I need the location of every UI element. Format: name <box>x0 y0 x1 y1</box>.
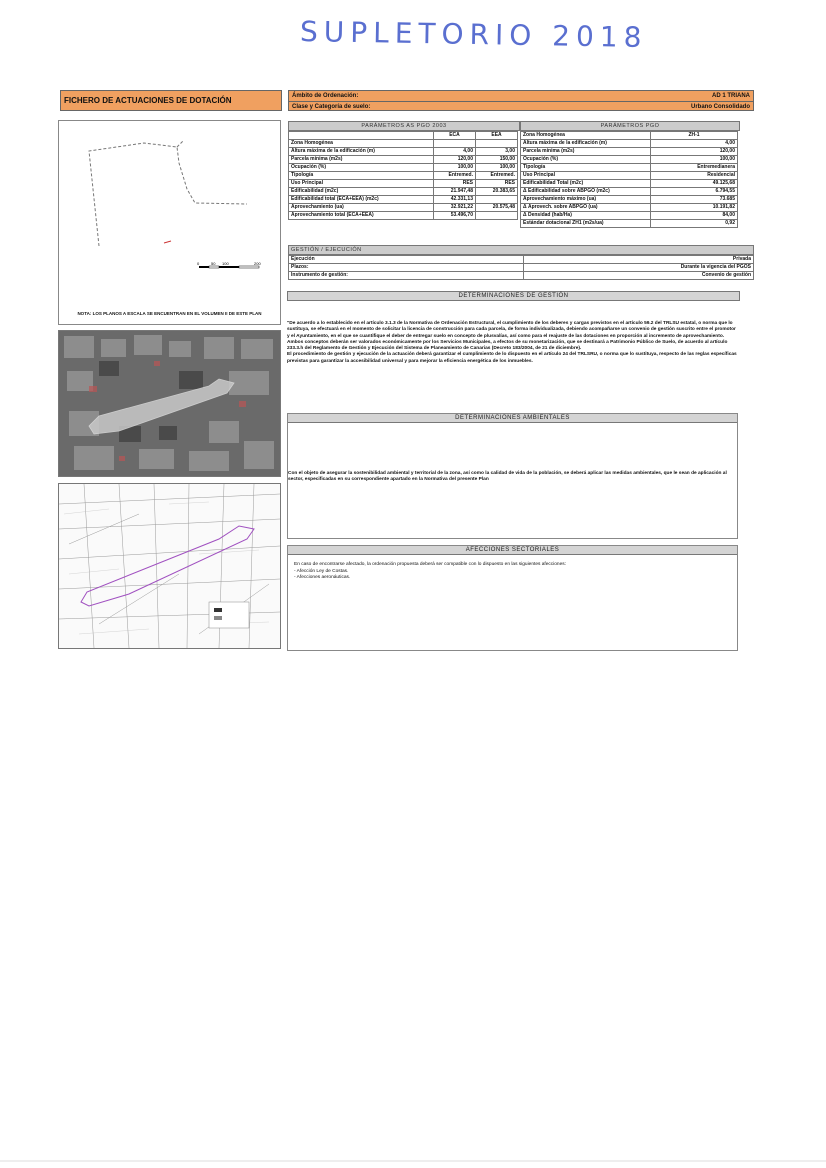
param-value: 4,00 <box>651 140 738 148</box>
gestion-value: Privada <box>524 256 754 264</box>
legend-box <box>209 602 249 628</box>
param-value-eea <box>476 140 518 148</box>
scale-bar <box>197 261 261 268</box>
det-gestion-paragraph-1: "De acuerdo a lo establecido en el artículo 3.1.3 de la Normativa de Ordenación Estructural, el cumplimiento de los deberes y cargas previstos en el artículo 59.2 del TRLSU estatal, o norma que lo sustituya, se efectuará en el momento de solicitar la licencia de construcción para cada parcela, de forma individualizada, debiendo acompañarse un convenio de gestión suscrito entre el promotor y el Ayuntamiento, en el que se cuantifique el deber de entregar suelo en concepto de plusvalías, así como para el reajuste de las dotaciones en proporción al incremento de aprovechamiento. Ambos conceptos deberán ser valorados económicamente por los Servicios Municipales, a efectos de su monetarización, que se destinará a Patrimonio Público de Suelo, de acuerdo al artículo 233.3.h del Reglamento de Gestión y Ejecución del Sistema de Planeamiento de Canarias (Decreto 183/2004, de 21 de diciembre). <box>287 321 736 352</box>
param-value: Entremedianera <box>651 164 738 172</box>
gestion-value: Convenio de gestión <box>524 272 754 280</box>
param-label: Δ Edificabilidad sobre ABPGO (m2c) <box>521 188 651 196</box>
table-row <box>521 132 738 140</box>
param-value: 10.191,82 <box>651 204 738 212</box>
param-label: Parcela mínima (m2s) <box>521 148 651 156</box>
params-2003-table <box>288 131 518 220</box>
det-ambientales-panel <box>287 413 738 539</box>
table-row <box>521 164 738 172</box>
param-value: Residencial <box>651 172 738 180</box>
det-gestion-title: DETERMINACIONES DE GESTIÓN <box>287 291 740 301</box>
param-value: ZH-1 <box>651 132 738 140</box>
table-row <box>521 204 738 212</box>
table-row <box>289 204 518 212</box>
param-value-eea: 3,00 <box>476 148 518 156</box>
param-value: 49.125,68 <box>651 180 738 188</box>
clase-label: Clase y Categoría de suelo: <box>292 104 371 110</box>
table-row <box>521 212 738 220</box>
gestion-table <box>288 255 754 280</box>
det-ambientales-title: DETERMINACIONES AMBIENTALES <box>288 414 737 423</box>
aerial-photo <box>58 330 281 477</box>
param-value: 120,00 <box>651 148 738 156</box>
params-pgo-panel <box>520 121 740 228</box>
det-gestion-paragraph-2: El procedimiento de gestión y ejecución de la actuación deberá garantizar el cumplimiento de lo dispuesto en el artículo 24 del TRLSRU, o norma que lo sustituya, respecto de las reglas específicas previstas para garantizar la accesibilidad universal y para mejorar la eficiencia energética de los inmuebles. <box>287 352 737 364</box>
param-label: Edificabilidad (m2c) <box>289 188 434 196</box>
cadastral-drawing <box>59 484 280 648</box>
afecciones-panel <box>287 545 738 651</box>
param-label: Edificabilidad total (ECA+EEA) (m2c) <box>289 196 434 204</box>
param-value-eca: 100,00 <box>434 164 476 172</box>
param-value: 100,00 <box>651 156 738 164</box>
afecciones-intro: En caso de encontrarse afectado, la ordenación propuesta deberá ser compatible con lo dispuesto en las siguientes afecciones: <box>294 562 566 567</box>
ambito-box <box>288 90 754 111</box>
det-gestion-panel <box>287 291 738 406</box>
table-row <box>289 212 518 220</box>
gestion-value: Durante la vigencia del PGOS <box>524 264 754 272</box>
document-title: FICHERO DE ACTUACIONES DE DOTACIÓN <box>60 90 282 111</box>
table-row <box>289 264 754 272</box>
param-value-eea: 100,00 <box>476 164 518 172</box>
scale-label: 100 <box>222 261 229 266</box>
param-value-eca: 120,00 <box>434 156 476 164</box>
param-label: Aprovechamiento (ua) <box>289 204 434 212</box>
param-value-eea <box>476 196 518 204</box>
params-header-empty <box>289 132 434 140</box>
param-value-eca: 21.947,48 <box>434 188 476 196</box>
param-value-eea: Entremed. <box>476 172 518 180</box>
table-row <box>289 188 518 196</box>
param-value: 84,00 <box>651 212 738 220</box>
table-row <box>521 196 738 204</box>
param-label: Edificabilidad Total (m2c) <box>521 180 651 188</box>
params-2003-panel <box>288 121 520 220</box>
afecciones-title: AFECCIONES SECTORIALES <box>288 546 737 555</box>
col-eea: EEA <box>476 132 518 140</box>
boundary-line <box>89 143 247 246</box>
map-note: NOTA: LOS PLANOS A ESCALA SE ENCUENTRAN EN EL VOLUMEN II DE ESTE PLAN <box>77 311 262 316</box>
outline-map-panel <box>58 120 281 325</box>
param-value: 0,92 <box>651 220 738 228</box>
param-label: Zona Homogénea <box>289 140 434 148</box>
table-row <box>289 156 518 164</box>
scan-edge <box>0 1160 826 1162</box>
gestion-label: Ejecución <box>289 256 524 264</box>
params-pgo-table <box>520 131 738 228</box>
table-row <box>289 172 518 180</box>
gestion-panel <box>288 245 754 280</box>
outline-map <box>59 121 280 306</box>
gestion-title: GESTIÓN / EJECUCIÓN <box>288 245 754 255</box>
param-value-eea <box>476 212 518 220</box>
table-row <box>289 148 518 156</box>
boundary-line <box>177 141 183 147</box>
ambito-value: AD 1 TRIANA <box>711 93 750 99</box>
param-value-eea: 20.575,48 <box>476 204 518 212</box>
param-label: Uso Principal <box>289 180 434 188</box>
param-label: Ocupación (%) <box>289 164 434 172</box>
param-label: Zona Homogénea <box>521 132 651 140</box>
params-2003-title: PARÁMETROS AS PGO 2003 <box>288 121 520 131</box>
afeccion-item: - Afección Ley de Costas. <box>294 568 349 574</box>
param-label: Δ Densidad (hab/Ha) <box>521 212 651 220</box>
param-label: Parcela mínima (m2s) <box>289 156 434 164</box>
table-row <box>521 188 738 196</box>
param-value-eea: 150,00 <box>476 156 518 164</box>
table-row <box>521 140 738 148</box>
param-value-eca: 53.496,70 <box>434 212 476 220</box>
param-label: Aprovechamiento máximo (ua) <box>521 196 651 204</box>
table-row <box>521 172 738 180</box>
aerial-texture <box>59 331 280 476</box>
cadastral-plan <box>58 483 281 649</box>
gestion-label: Instrumento de gestión: <box>289 272 524 280</box>
params-pgo-title: PARÁMETROS PGO <box>520 121 740 131</box>
scale-label: 50 <box>211 261 216 266</box>
table-row <box>521 220 738 228</box>
param-value-eca: Entremed. <box>434 172 476 180</box>
param-label: Tipología <box>289 172 434 180</box>
table-row <box>289 256 754 264</box>
table-row <box>289 196 518 204</box>
table-row <box>289 164 518 172</box>
table-row <box>289 272 754 280</box>
handwritten-title: SUPLETORIO 2018 <box>299 14 648 55</box>
param-label: Ocupación (%) <box>521 156 651 164</box>
scale-label: 0 <box>197 261 200 266</box>
table-row <box>521 148 738 156</box>
param-label: Aprovechamiento total (ECA+EEA) <box>289 212 434 220</box>
param-label: Tipología <box>521 164 651 172</box>
table-row <box>289 140 518 148</box>
param-label: Altura máxima de la edificación (m) <box>289 148 434 156</box>
table-row <box>521 156 738 164</box>
table-row <box>521 180 738 188</box>
clase-value: Urbano Consolidado <box>691 104 750 110</box>
param-label: Δ Aprovech. sobre ABPGO (ua) <box>521 204 651 212</box>
afeccion-item: - Afecciones aeronáuticas. <box>294 575 351 580</box>
param-value-eea: RES <box>476 180 518 188</box>
param-label: Estándar dotacional ZH1 (m2s/ua) <box>521 220 651 228</box>
param-label: Uso Principal <box>521 172 651 180</box>
table-row <box>289 180 518 188</box>
param-value: 6.794,55 <box>651 188 738 196</box>
scale-label: 200 <box>254 261 261 266</box>
param-value-eca: 42.331,13 <box>434 196 476 204</box>
col-eca: ECA <box>434 132 476 140</box>
param-value-eca: RES <box>434 180 476 188</box>
param-value-eca: 4,00 <box>434 148 476 156</box>
param-value-eca <box>434 140 476 148</box>
param-value: 73.685 <box>651 196 738 204</box>
param-value-eea: 20.383,65 <box>476 188 518 196</box>
det-ambientales-text: Con el objeto de asegurar la sostenibilidad ambiental y territorial de la zona, así como la calidad de vida de la población, se deberá aplicar las medidas ambientales, que le sean de aplicación al sector, especificadas en su correspondiente apartado en la Normativa del presente Plan <box>288 471 727 483</box>
red-mark <box>164 241 171 243</box>
gestion-label: Plazos: <box>289 264 524 272</box>
ambito-label: Ámbito de Ordenación: <box>292 93 359 99</box>
param-label: Altura máxima de la edificación (m) <box>521 140 651 148</box>
param-value-eca: 32.921,22 <box>434 204 476 212</box>
